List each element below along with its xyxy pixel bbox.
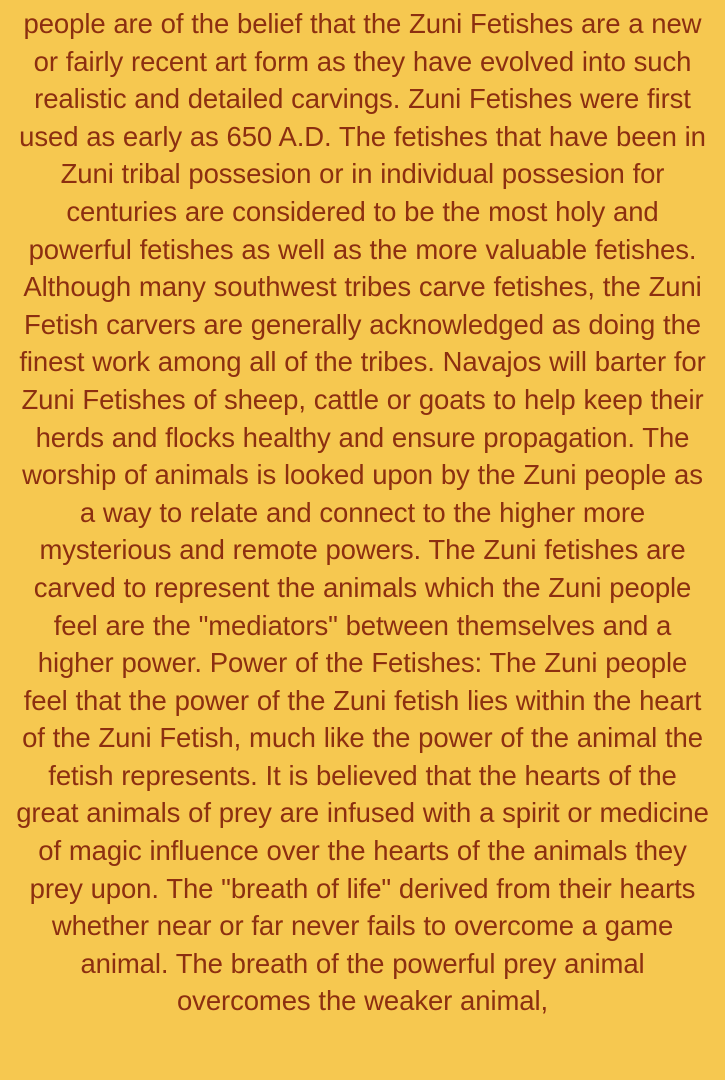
article-body-text: people are of the belief that the Zuni Fetishes are a new or fairly recent art form as they have evolved into such realistic and detailed carvings. Zuni Fetishes were first used as early as 650 A.D. The fetishes that have been in Zuni tribal possesion or in individual possesion for centuries are considered to be the most holy and powerful fetishes as well as the more valuable fetishes. Although many southwest tribes carve fetishes, the Zuni Fetish carvers are generally acknowledged as doing the finest work among all of the tribes. Navajos will barter for Zuni Fetishes of sheep, cattle or goats to help keep their herds and flocks healthy and ensure propagation. The worship of animals is looked upon by the Zuni people as a way to relate and connect to the higher more mysterious and remote powers. The Zuni fetishes are carved to represent the animals which the Zuni people feel are the "mediators" between themselves and a higher power. Power of the Fetishes: The Zuni people feel that the power of the Zuni fetish lies within the heart of the Zuni Fetish, much like the power of the animal the fetish represents. It is believed that the hearts of the great animals of prey are infused with a spirit or medicine of magic influence over the hearts of the animals they prey upon. The "breath of life" derived from their hearts whether near or far never fails to overcome a game animal. The breath of the powerful prey animal overcomes the weaker animal,: [16, 8, 709, 1017]
